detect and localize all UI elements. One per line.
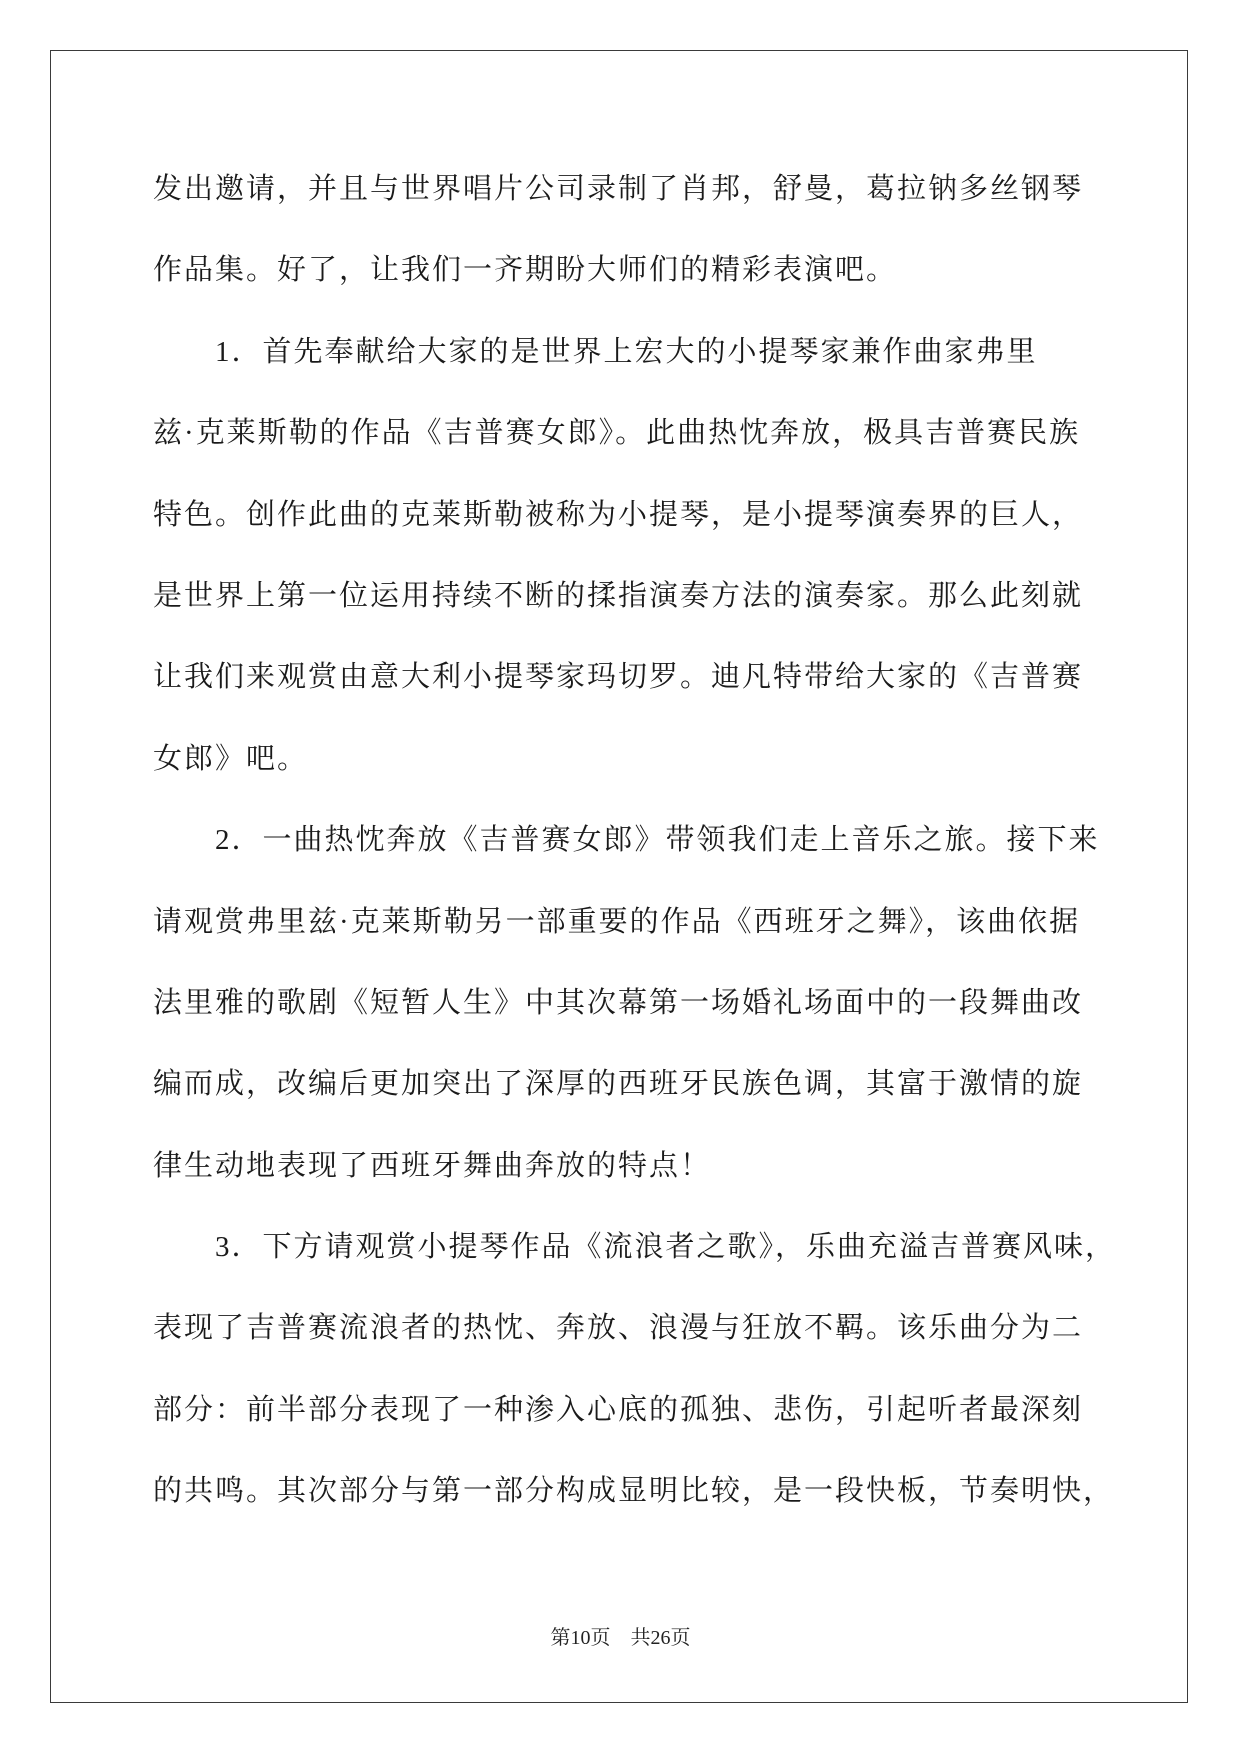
- paragraph: [153, 800, 1143, 1207]
- paragraph-line: 律生动地表现了西班牙舞曲奔放的特点！: [153, 1149, 712, 1182]
- paragraph-line: 2．一曲热忱奔放《吉普赛女郎》带领我们走上音乐之旅。接下来: [215, 824, 1100, 857]
- document-body: [153, 149, 1143, 1533]
- paragraph-line: 让我们来观赏由意大利小提琴家玛切罗。迪凡特带给大家的《吉普赛: [153, 661, 1084, 694]
- paragraph: [153, 312, 1143, 800]
- paragraph-line: 1．首先奉献给大家的是世界上宏大的小提琴家兼作曲家弗里: [215, 335, 1038, 368]
- paragraph-line: 表现了吉普赛流浪者的热忱、奔放、浪漫与狂放不羁。该乐曲分为二: [153, 1312, 1084, 1345]
- page-number-footer: 第10页 共26页: [550, 1627, 691, 1649]
- paragraph-line: 的共鸣。其次部分与第一部分构成显明比较，是一段快板，节奏明快，: [153, 1475, 1115, 1508]
- paragraph-line: 特色。创作此曲的克莱斯勒被称为小提琴，是小提琴演奏界的巨人，: [153, 498, 1084, 531]
- paragraph-line: 发出邀请，并且与世界唱片公司录制了肖邦，舒曼，葛拉钠多丝钢琴: [153, 173, 1084, 205]
- paragraph-line: 是世界上第一位运用持续不断的揉指演奏方法的演奏家。那么此刻就: [153, 579, 1084, 612]
- paragraph-line: 部分：前半部分表现了一种渗入心底的孤独、悲伤，引起听者最深刻: [153, 1393, 1084, 1426]
- paragraph-line: 3．下方请观赏小提琴作品《流浪者之歌》，乐曲充溢吉普赛风味，: [215, 1231, 1117, 1264]
- paragraph-line: 编而成，改编后更加突出了深厚的西班牙民族色调，其富于激情的旋: [153, 1068, 1084, 1101]
- paragraph-line: 兹·克莱斯勒的作品《吉普赛女郎》。此曲热忱奔放，极具吉普赛民族: [153, 417, 1081, 450]
- paragraph-line: 作品集。好了，让我们一齐期盼大师们的精彩表演吧。: [153, 254, 898, 287]
- paragraph: [153, 1207, 1143, 1533]
- paragraph-line: 女郎》吧。: [153, 742, 309, 775]
- paragraph: [153, 149, 1143, 312]
- paragraph-line: 法里雅的歌剧《短暂人生》中其次幕第一场婚礼场面中的一段舞曲改: [153, 986, 1084, 1019]
- paragraph-line: 请观赏弗里兹·克莱斯勒另一部重要的作品《西班牙之舞》，该曲依据: [153, 905, 1081, 938]
